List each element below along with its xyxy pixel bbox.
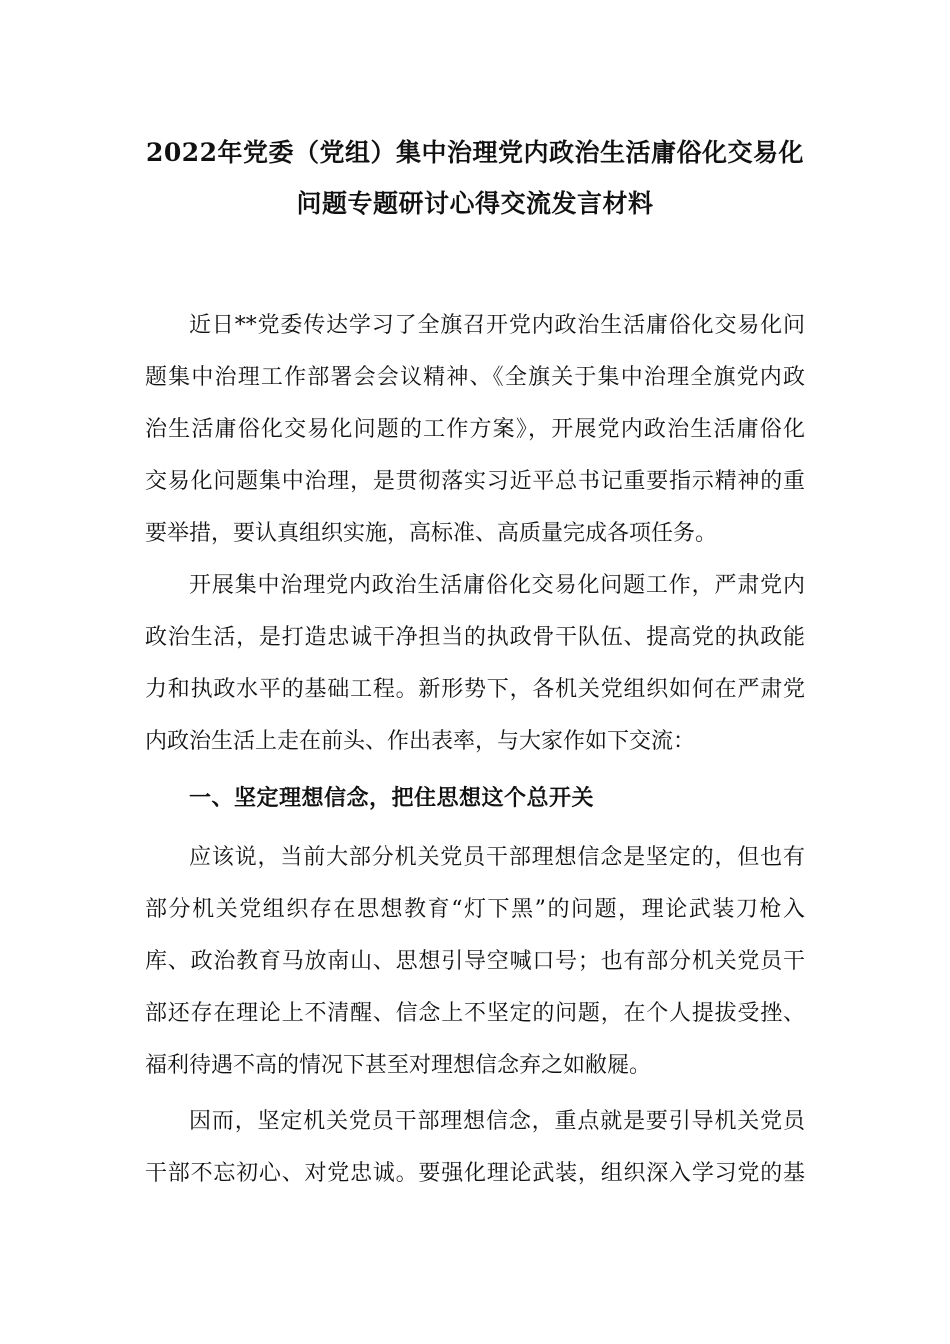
paragraph-line: 部还存在理论上不清醒、信念上不坚定的问题，在个人提拔受挫、 — [145, 1001, 805, 1026]
paragraph-line: 政治生活，是打造忠诚干净担当的执政骨干队伍、提高党的执政能 — [145, 625, 805, 650]
paragraph-line: 应该说，当前大部分机关党员干部理想信念是坚定的，但也有 — [189, 845, 805, 870]
paragraph-line: 治生活庸俗化交易化问题的工作方案》，开展党内政治生活庸俗化 — [145, 417, 805, 442]
paragraph-line: 开展集中治理党内政治生活庸俗化交易化问题工作，严肃党内 — [189, 573, 805, 598]
paragraph-line: 库、政治教育马放南山、思想引导空喊口号；也有部分机关党员干 — [145, 949, 805, 974]
document-title-line-1: 2022年党委（党组）集中治理党内政治生活庸俗化交易化 — [145, 138, 805, 167]
paragraph-line: 福利待遇不高的情况下甚至对理想信念弃之如敝屣。 — [145, 1053, 652, 1078]
paragraph-line: 交易化问题集中治理，是贯彻落实习近平总书记重要指示精神的重 — [145, 469, 805, 494]
paragraph-line: 干部不忘初心、对党忠诚。要强化理论武装，组织深入学习党的基 — [145, 1161, 805, 1186]
paragraph-line: 部分机关党组织存在思想教育“灯下黑”的问题，理论武装刀枪入 — [145, 897, 805, 922]
paragraph-line: 内政治生活上走在前头、作出表率，与大家作如下交流： — [145, 729, 696, 754]
paragraph-line: 近日**党委传达学习了全旗召开党内政治生活庸俗化交易化问 — [189, 313, 805, 338]
paragraph-line: 要举措，要认真组织实施，高标准、高质量完成各项任务。 — [145, 521, 718, 546]
paragraph-line: 力和执政水平的基础工程。新形势下，各机关党组织如何在严肃党 — [145, 677, 805, 702]
section-heading: 一、坚定理想信念，把住思想这个总开关 — [189, 785, 595, 811]
paragraph-line: 因而，坚定机关党员干部理想信念，重点就是要引导机关党员 — [189, 1109, 805, 1134]
paragraph-line: 题集中治理工作部署会会议精神、《全旗关于集中治理全旗党内政 — [145, 365, 805, 390]
document-title-line-2: 问题专题研讨心得交流发言材料 — [296, 189, 654, 218]
